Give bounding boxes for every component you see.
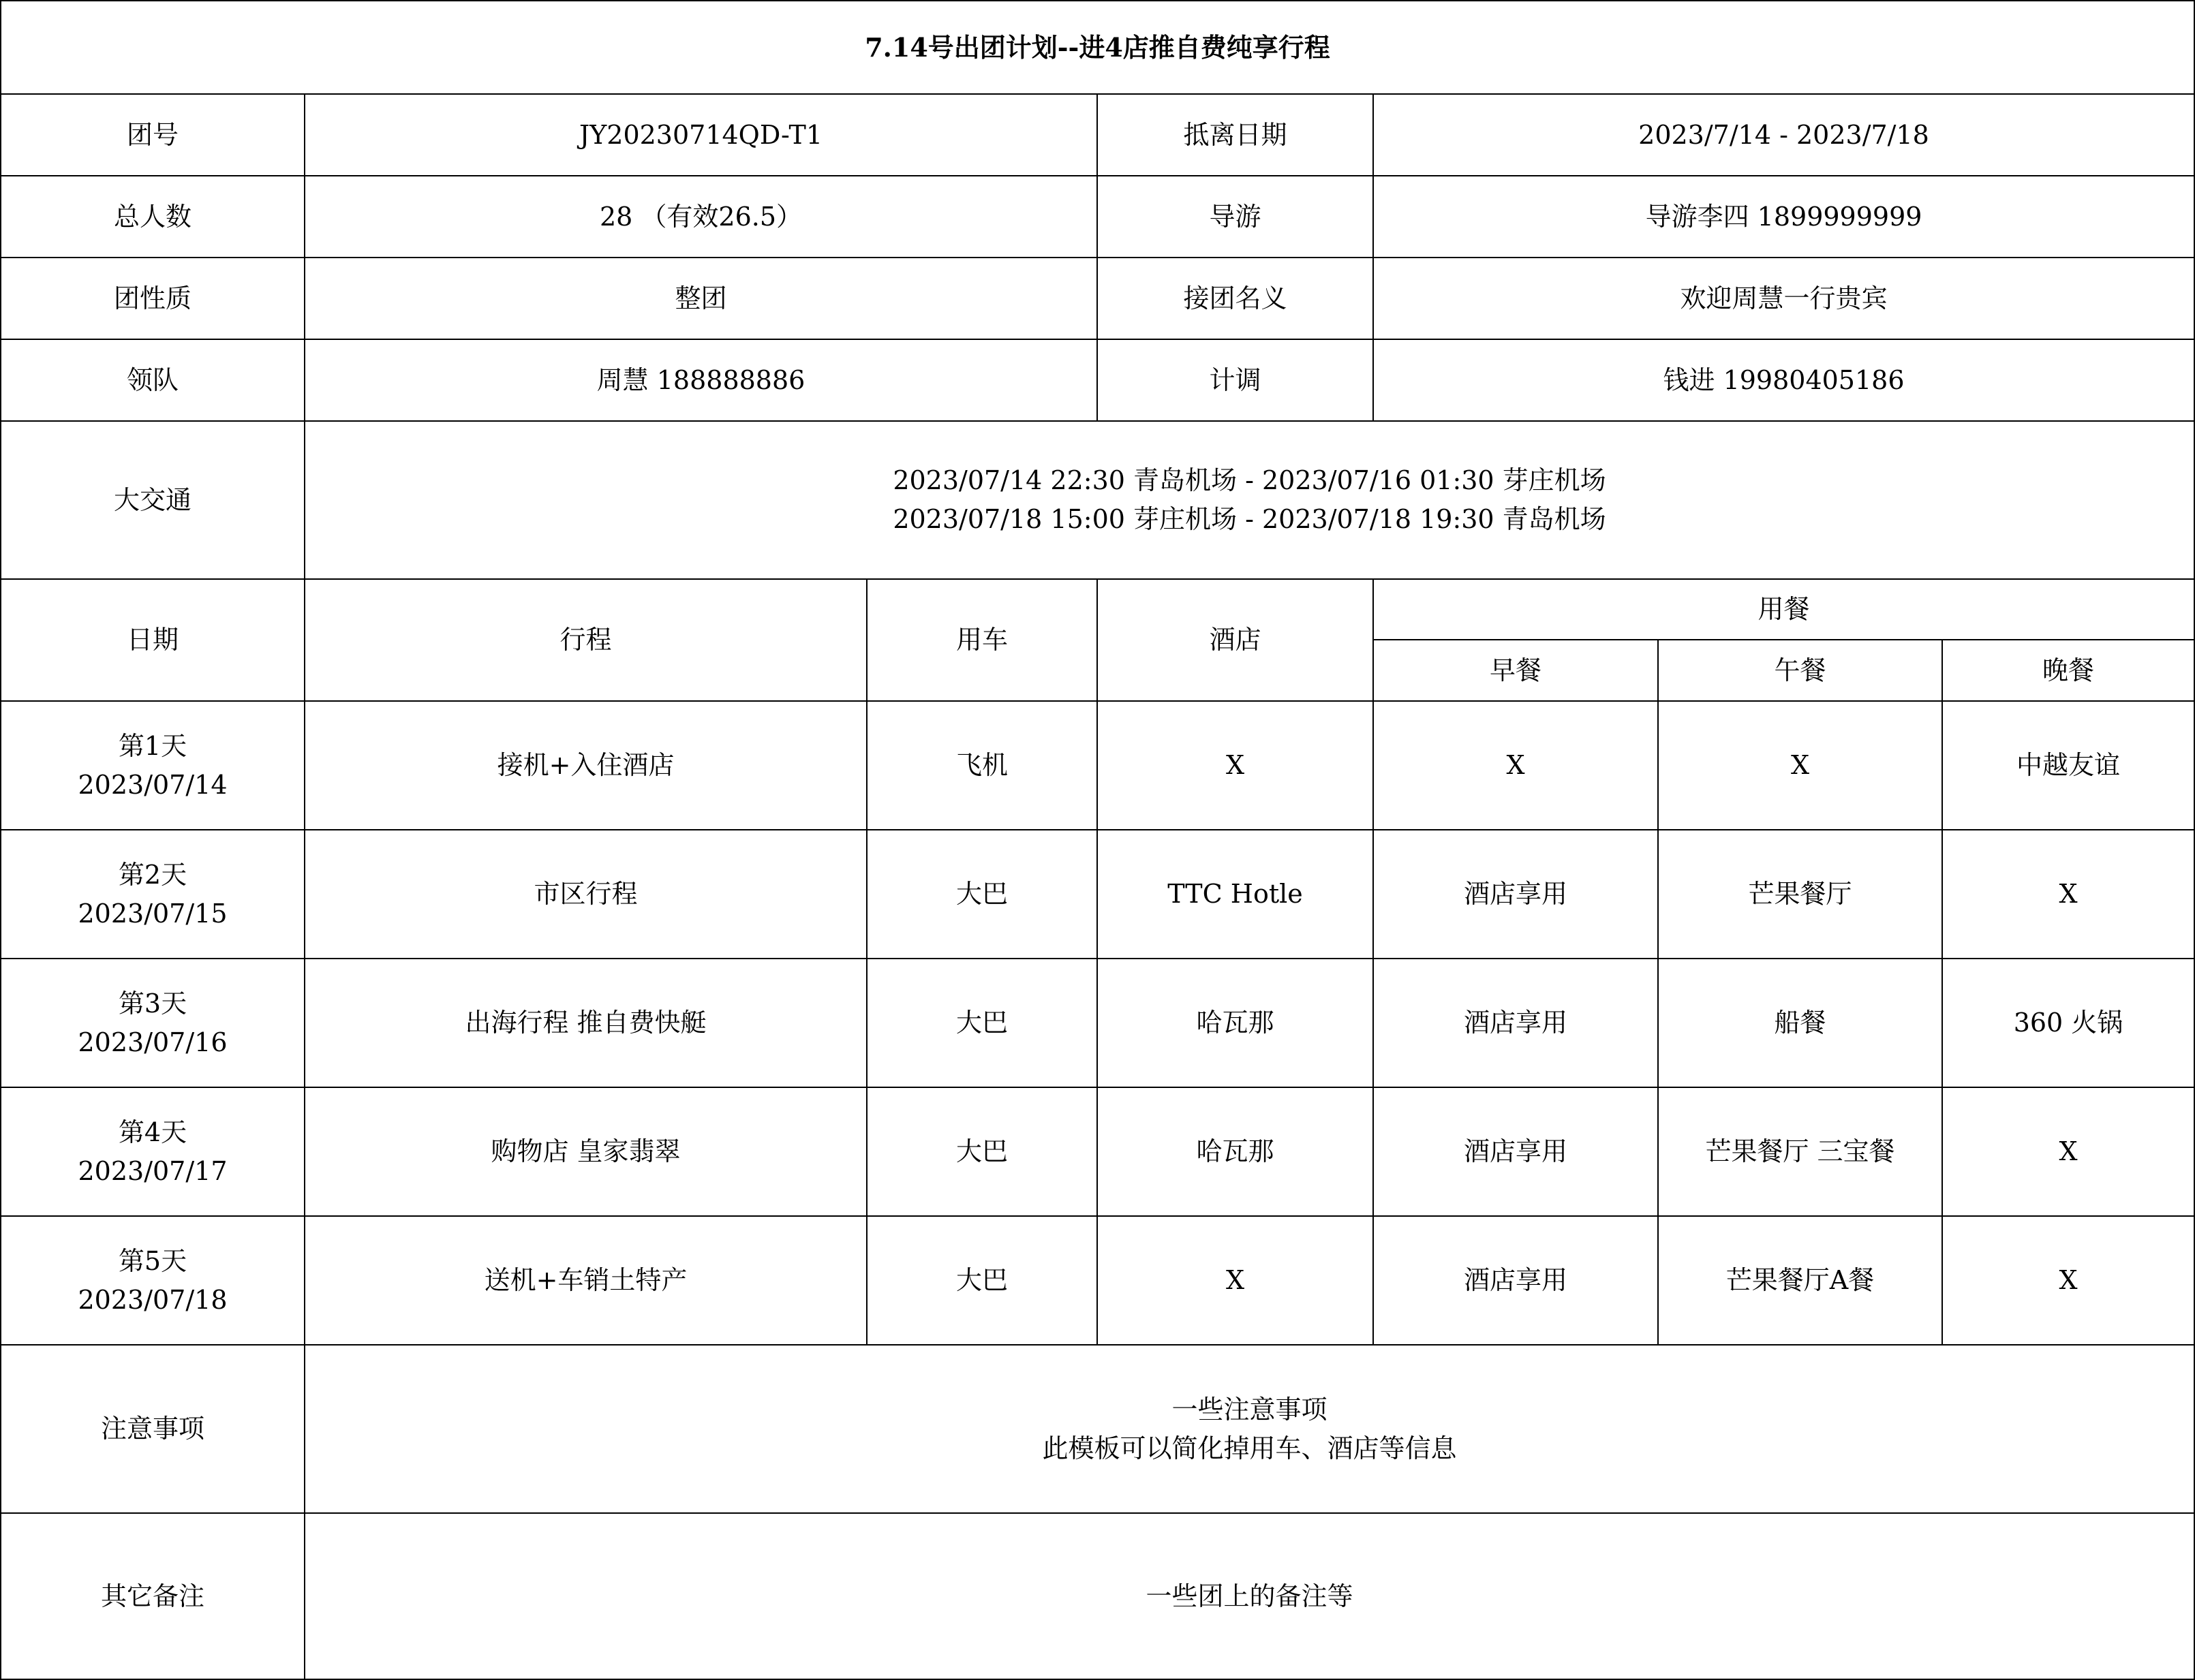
day-lunch: X (1658, 701, 1942, 830)
coordinator-label: 计调 (1097, 339, 1373, 421)
notes-line-2: 此模板可以简化掉用车、酒店等信息 (1042, 1433, 1457, 1463)
nature-label: 团性质 (1, 258, 305, 339)
header-vehicle: 用车 (867, 579, 1097, 701)
day-dinner: X (1942, 830, 2194, 959)
day-date: 2023/07/14 (78, 769, 228, 800)
notes-row (1, 1345, 2194, 1513)
day-itinerary: 送机+车销土特产 (305, 1216, 867, 1345)
leader-value: 周慧 188888886 (305, 339, 1097, 421)
day-number: 第1天 (118, 730, 187, 761)
sheet-title: 7.14号出团计划--进4店推自费纯享行程 (1, 1, 2194, 94)
header-itinerary: 行程 (305, 579, 867, 701)
transport-line-2: 2023/07/18 15:00 芽庄机场 - 2023/07/18 19:30 青岛机场 (893, 504, 1606, 534)
day-cell (1, 1216, 305, 1345)
guide-label: 导游 (1097, 176, 1373, 258)
day-hotel: 哈瓦那 (1097, 959, 1373, 1087)
day-lunch: 船餐 (1658, 959, 1942, 1087)
transport-label: 大交通 (1, 421, 305, 579)
transport-row (1, 421, 2194, 579)
day-itinerary: 购物店 皇家翡翠 (305, 1087, 867, 1216)
day-lunch: 芒果餐厅 三宝餐 (1658, 1087, 1942, 1216)
header-dinner: 晚餐 (1942, 640, 2194, 701)
day-hotel: X (1097, 1216, 1373, 1345)
day-hotel: X (1097, 701, 1373, 830)
transport-line-1: 2023/07/14 22:30 青岛机场 - 2023/07/16 01:30 芽庄机场 (893, 465, 1606, 495)
header-meals: 用餐 (1373, 579, 2194, 640)
day-cell (1, 959, 305, 1087)
remarks-label: 其它备注 (1, 1513, 305, 1679)
notes-line-1: 一些注意事项 (1171, 1394, 1327, 1425)
day-vehicle: 飞机 (867, 701, 1097, 830)
header-lunch: 午餐 (1658, 640, 1942, 701)
notes-value (305, 1345, 2194, 1513)
day-breakfast: X (1373, 701, 1658, 830)
notes-label: 注意事项 (1, 1345, 305, 1513)
day-vehicle: 大巴 (867, 830, 1097, 959)
day-cell (1, 1087, 305, 1216)
title-row (1, 1, 2194, 94)
day-dinner: 中越友谊 (1942, 701, 2194, 830)
info-row-nature (1, 258, 2194, 339)
dates-value: 2023/7/14 - 2023/7/18 (1373, 94, 2194, 176)
info-row-total (1, 176, 2194, 258)
day-row (1, 959, 2194, 1087)
day-number: 第5天 (118, 1245, 187, 1276)
day-cell (1, 701, 305, 830)
header-hotel: 酒店 (1097, 579, 1373, 701)
schedule-header-row-1 (1, 579, 2194, 640)
day-breakfast: 酒店享用 (1373, 830, 1658, 959)
day-hotel: TTC Hotle (1097, 830, 1373, 959)
day-itinerary: 市区行程 (305, 830, 867, 959)
day-cell (1, 830, 305, 959)
dates-label: 抵离日期 (1097, 94, 1373, 176)
remarks-value: 一些团上的备注等 (305, 1513, 2194, 1679)
coordinator-value: 钱进 19980405186 (1373, 339, 2194, 421)
day-date: 2023/07/17 (78, 1155, 228, 1186)
group-no-value: JY20230714QD-T1 (305, 94, 1097, 176)
day-number: 第4天 (118, 1117, 187, 1147)
leader-label: 领队 (1, 339, 305, 421)
day-row (1, 830, 2194, 959)
day-vehicle: 大巴 (867, 1216, 1097, 1345)
remarks-row (1, 1513, 2194, 1679)
day-breakfast: 酒店享用 (1373, 959, 1658, 1087)
total-value: 28 （有效26.5） (305, 176, 1097, 258)
day-breakfast: 酒店享用 (1373, 1216, 1658, 1345)
reception-value: 欢迎周慧一行贵宾 (1373, 258, 2194, 339)
day-row (1, 1087, 2194, 1216)
day-number: 第3天 (118, 988, 187, 1018)
day-date: 2023/07/16 (78, 1027, 228, 1057)
day-lunch: 芒果餐厅 (1658, 830, 1942, 959)
day-dinner: 360 火锅 (1942, 959, 2194, 1087)
day-row (1, 1216, 2194, 1345)
group-no-label: 团号 (1, 94, 305, 176)
day-row (1, 701, 2194, 830)
reception-label: 接团名义 (1097, 258, 1373, 339)
day-dinner: X (1942, 1216, 2194, 1345)
info-row-group-no (1, 94, 2194, 176)
header-date: 日期 (1, 579, 305, 701)
day-number: 第2天 (118, 859, 187, 890)
info-row-leader (1, 339, 2194, 421)
day-lunch: 芒果餐厅A餐 (1658, 1216, 1942, 1345)
day-breakfast: 酒店享用 (1373, 1087, 1658, 1216)
day-date: 2023/07/18 (78, 1284, 228, 1315)
day-itinerary: 接机+入住酒店 (305, 701, 867, 830)
day-itinerary: 出海行程 推自费快艇 (305, 959, 867, 1087)
day-dinner: X (1942, 1087, 2194, 1216)
guide-value: 导游李四 1899999999 (1373, 176, 2194, 258)
header-breakfast: 早餐 (1373, 640, 1658, 701)
day-hotel: 哈瓦那 (1097, 1087, 1373, 1216)
transport-value (305, 421, 2194, 579)
nature-value: 整团 (305, 258, 1097, 339)
day-vehicle: 大巴 (867, 959, 1097, 1087)
total-label: 总人数 (1, 176, 305, 258)
day-date: 2023/07/15 (78, 898, 228, 929)
day-vehicle: 大巴 (867, 1087, 1097, 1216)
